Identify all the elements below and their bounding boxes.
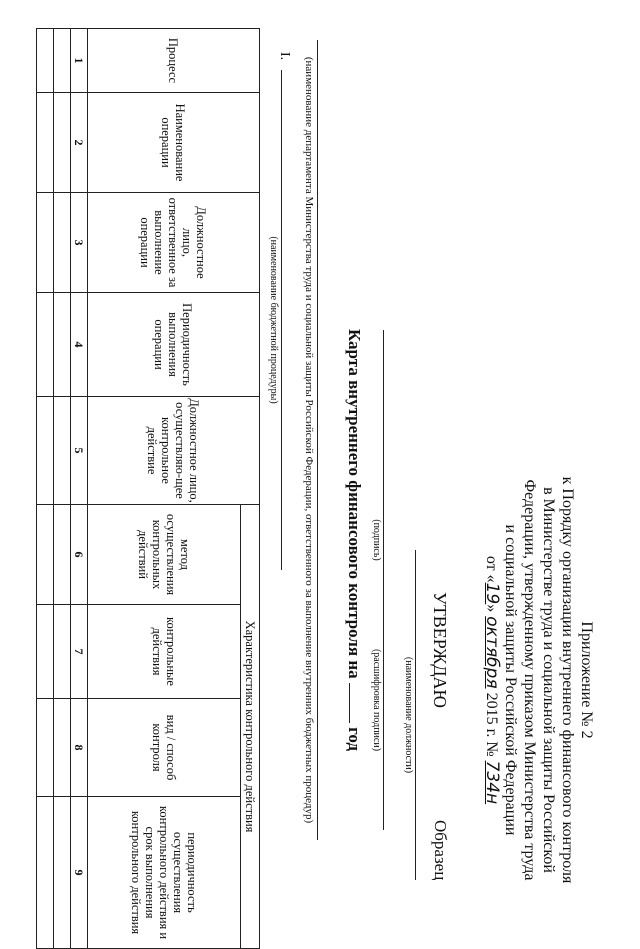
- table-cell: [54, 29, 71, 93]
- decode-caption: (расшифровка подписи): [371, 648, 382, 752]
- table-cell: [37, 293, 54, 397]
- column-number-row: [71, 29, 88, 949]
- appendix-line: в Министерстве труда и социальной защиты Российской: [540, 487, 557, 873]
- table-cell: [54, 293, 71, 397]
- header-control-type: вид / способ контроля: [88, 699, 241, 797]
- handwritten-day: 19: [482, 582, 502, 605]
- header-control-method: метод осуществления контрольных действий: [88, 505, 241, 605]
- table-cell: [54, 193, 71, 293]
- year-blank: [349, 683, 350, 723]
- procedure-line: [281, 70, 282, 570]
- table-cell: [37, 699, 54, 797]
- appendix-title: Приложение № 2: [578, 621, 595, 739]
- signature-line: [383, 330, 384, 830]
- header-responsible-official: Должностное лицо, ответственное за выполнение операции: [88, 193, 260, 293]
- table-cell: [37, 29, 54, 93]
- column-number: 8: [71, 699, 88, 797]
- header-control-actions: контрольные действия: [88, 605, 241, 699]
- header-control-frequency: периодичность осуществления контрольного действия и срок выполнения контрольного действия: [88, 797, 241, 949]
- table-cell: [37, 505, 54, 605]
- table-cell: [37, 605, 54, 699]
- table-cell: [37, 193, 54, 293]
- column-number: 2: [71, 93, 88, 193]
- approve-label: УТВЕРЖДАЮ: [430, 591, 450, 709]
- department-line: [317, 40, 318, 840]
- column-number: 5: [71, 397, 88, 505]
- table-cell: [54, 93, 71, 193]
- table-cell: [37, 93, 54, 193]
- appendix-block: [482, 470, 596, 890]
- table-row: [54, 29, 71, 949]
- handwritten-month: октября: [482, 616, 502, 689]
- table-cell: [54, 505, 71, 605]
- table-cell: [54, 797, 71, 949]
- signature-caption: (подпись): [371, 519, 382, 561]
- appendix-line: и социальной защиты Российской Федерации: [502, 524, 519, 836]
- appendix-date: от «19» октября 2015 г. № 734н: [482, 555, 502, 805]
- table-row: [37, 29, 54, 949]
- table-cell: [54, 397, 71, 505]
- header-operation-name: Наименование операции: [88, 93, 260, 193]
- appendix-line: Федерации, утвержденному приказом Министерства труда: [521, 479, 538, 881]
- position-line: [415, 550, 416, 880]
- header-operation-frequency: Периодичность выполнения операции: [88, 293, 260, 397]
- department-caption: (наименование департамента Министерства труда и социальной защиты Российской Федерации, ответственного за выполнение внутренних бюджетных процедур): [303, 56, 315, 824]
- position-caption: (наименование должности): [403, 656, 414, 774]
- column-number: 4: [71, 293, 88, 397]
- column-number: 1: [71, 29, 88, 93]
- column-number: 9: [71, 797, 88, 949]
- page-title: Карта внутреннего финансового контроля на год: [345, 328, 364, 752]
- appendix-line: к Порядку организации внутреннего финансового контроля: [559, 476, 576, 884]
- header-controlling-official: Должностное лицо, осуществляю-щее контрольное действие: [88, 397, 260, 505]
- table-cell: [37, 397, 54, 505]
- header-control-characteristics: Характеристика контрольного действия: [241, 505, 260, 949]
- table-cell: [37, 797, 54, 949]
- header-process: Процесс: [88, 29, 260, 93]
- handwritten-number: 734н: [482, 760, 502, 805]
- table-cell: [54, 605, 71, 699]
- section-number: I.: [277, 52, 292, 61]
- procedure-caption: (наименование бюджетной процедуры): [268, 236, 279, 404]
- table-cell: [54, 699, 71, 797]
- control-table: [36, 28, 260, 949]
- column-number: 3: [71, 193, 88, 293]
- column-number: 6: [71, 505, 88, 605]
- sample-label: Образец: [431, 820, 450, 881]
- column-number: 7: [71, 605, 88, 699]
